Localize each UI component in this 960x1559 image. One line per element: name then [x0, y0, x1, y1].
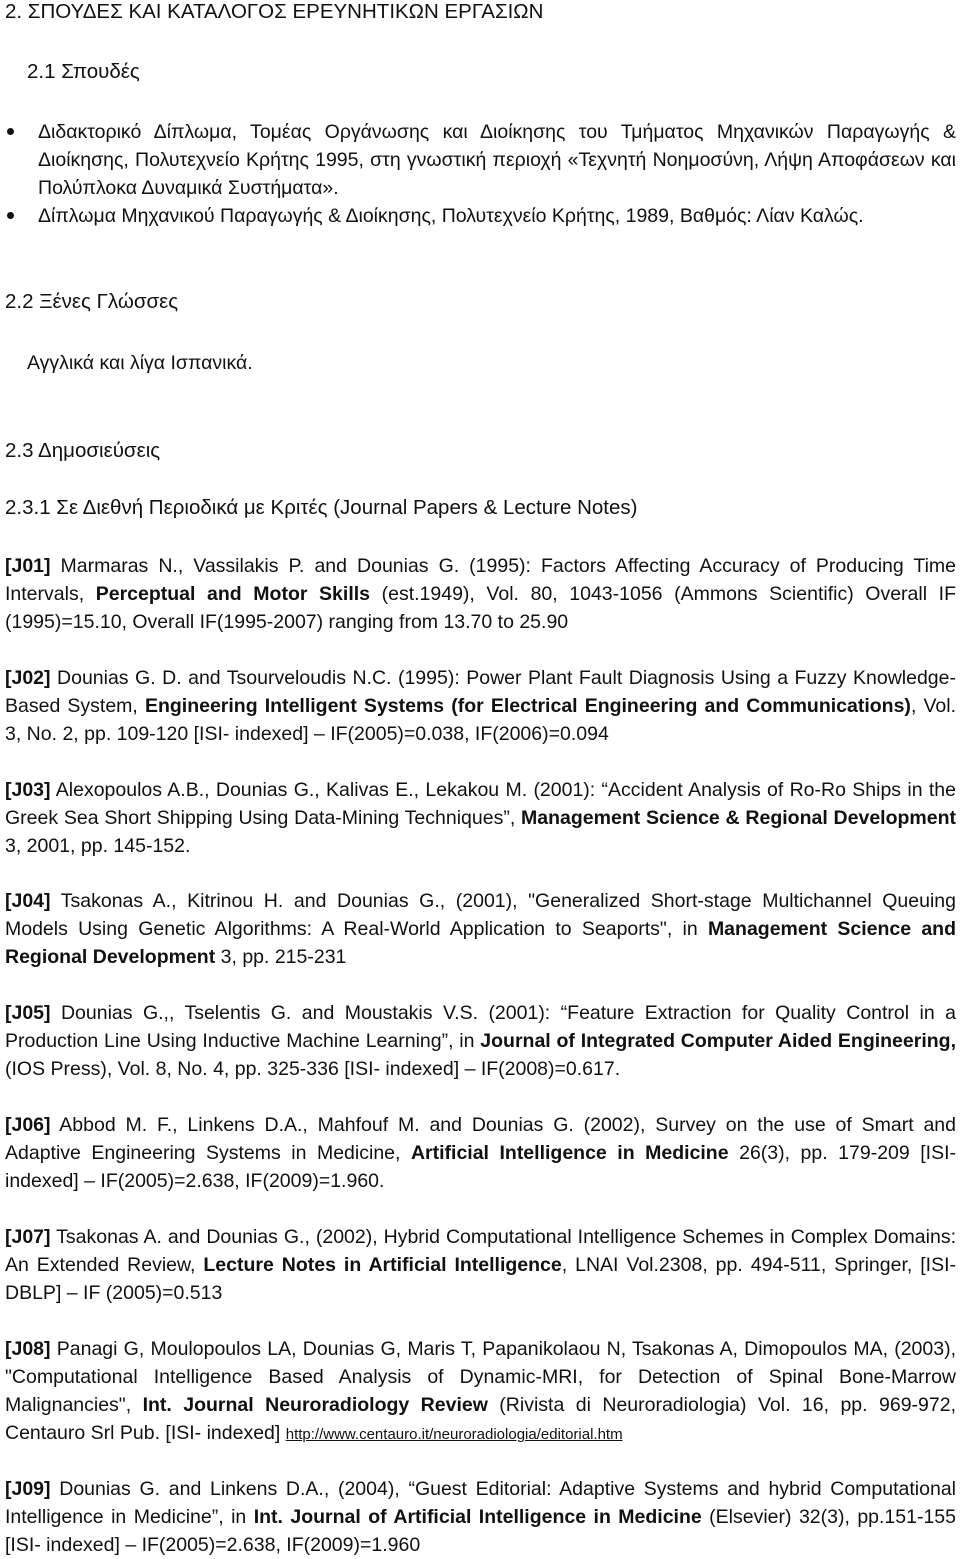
- studies-list-item: [5, 202, 956, 230]
- reference-text: Alexopoulos A.B., Dounias G., Kalivas E., Lekakou M. (2001): “Accident Analysis of Ro-Ro Ships in the Greek Sea Short Shipping Using Data-Mining Techniques”,: [5, 779, 956, 829]
- bullet-icon: [7, 212, 14, 219]
- reference-entry: [5, 1223, 956, 1307]
- reference-text: Abbod M. F., Linkens D.A., Mahfouf M. and Dounias G. (2002), Survey on the use of Smart and Adaptive Engineering Systems in Medicine,: [5, 1114, 956, 1164]
- journal-name: Engineering Intelligent Systems (for Electrical Engineering and Communications): [144, 695, 911, 717]
- reference-entry: [5, 1111, 956, 1195]
- reference-text: Tsakonas A. and Dounias G., (2002), Hybrid Computational Intelligence Schemes in Complex Domains: An Extended Review,: [5, 1226, 956, 1276]
- reference-text: 3, pp. 215-231: [215, 946, 347, 968]
- journal-name: Management Science and Regional Development: [5, 918, 956, 968]
- reference-id: [J08]: [5, 1338, 51, 1360]
- studies-item-text: Διδακτορικό Δίπλωμα, Τομέας Οργάνωσης και Διοίκησης του Τμήματος Μηχανικών Παραγωγής & Διοίκησης, Πολυτεχνείο Κρήτης 1995, στη γνωστική περιοχή «Τεχνητή Νοημοσύνη, Λήψη Αποφάσεων και Πολύπλοκα Δυναμικά Συστήματα».: [38, 121, 956, 199]
- reference-id: [J09]: [5, 1478, 51, 1500]
- reference-text: 3, 2001, pp. 145-152.: [5, 835, 191, 857]
- editorial-link[interactable]: http://www.centauro.it/neuroradiologia/editorial.htm: [285, 1426, 623, 1443]
- reference-entry: [5, 552, 956, 636]
- reference-entry: [5, 776, 956, 860]
- reference-text: Dounias G. D. and Tsourveloudis N.C. (1995): Power Plant Fault Diagnosis Using a Fuzzy Knowledge-Based System,: [5, 667, 956, 717]
- reference-entry: [5, 999, 956, 1083]
- reference-id: [J02]: [5, 667, 51, 689]
- reference-entry: [5, 887, 956, 971]
- reference-text: (IOS Press), Vol. 8, No. 4, pp. 325-336 [ISI- indexed] – IF(2008)=0.617.: [5, 1058, 621, 1080]
- studies-list-item: [5, 118, 956, 202]
- reference-entry: [5, 664, 956, 748]
- reference-text: Marmaras N., Vassilakis P. and Dounias G. (1995): Factors Affecting Accuracy of Producing Time Intervals,: [5, 555, 956, 605]
- journal-name: Int. Journal Neuroradiology Review: [142, 1394, 488, 1416]
- reference-id: [J01]: [5, 555, 51, 577]
- journal-name: Journal of Integrated Computer Aided Engineering,: [480, 1030, 956, 1052]
- reference-text: (Elsevier) 32(3), pp.151-155 [ISI- indexed] – IF(2005)=2.638, IF(2009)=1.960: [5, 1506, 956, 1556]
- languages-text: Αγγλικά και λίγα Ισπανικά.: [27, 352, 253, 374]
- reference-id: [J06]: [5, 1114, 51, 1136]
- bullet-icon: [7, 128, 14, 135]
- reference-text: , LNAI Vol.2308, pp. 494-511, Springer, [ISI- DBLP] – IF (2005)=0.513: [5, 1254, 956, 1304]
- journal-name: Lecture Notes in Artificial Intelligence: [203, 1254, 562, 1276]
- reference-id: [J05]: [5, 1002, 51, 1024]
- section-heading-main: 2. ΣΠΟΥΔΕΣ ΚΑΙ ΚΑΤΑΛΟΓΟΣ ΕΡΕΥΝΗΤΙΚΩΝ ΕΡΓΑΣΙΩΝ: [5, 0, 544, 23]
- reference-text: 26(3), pp. 179-209 [ISI-indexed] – IF(2005)=2.638, IF(2009)=1.960.: [5, 1142, 957, 1192]
- reference-text: (Rivista di Neuroradiologia) Vol. 16, pp. 969-972, Centauro Srl Pub. [ISI- indexed]: [5, 1394, 956, 1444]
- studies-item-text: Δίπλωμα Μηχανικού Παραγωγής & Διοίκησης, Πολυτεχνείο Κρήτης, 1989, Βαθμός: Λίαν Καλώς.: [38, 205, 864, 227]
- studies-list: [5, 118, 956, 230]
- reference-text: Panagi G, Moulopoulos LA, Dounias G, Maris T, Papanikolaou N, Tsakonas A, Dimopoulos MA, (2003), "Computational Intelligence Based Analysis of Dynamic-MRI, for Detection of Spinal Bone-Marrow Malignancies",: [5, 1338, 956, 1416]
- languages-heading: 2.2 Ξένες Γλώσσες: [5, 290, 179, 313]
- reference-id: [J04]: [5, 890, 51, 912]
- journal-name: Perceptual and Motor Skills: [95, 583, 371, 605]
- journal-name: Management Science & Regional Development: [521, 807, 956, 829]
- publications-heading: 2.3 Δημοσιεύσεις: [5, 439, 161, 462]
- reference-entry: [5, 1335, 956, 1449]
- journal-name: Int. Journal of Artificial Intelligence in Medicine: [253, 1506, 702, 1528]
- reference-id: [J03]: [5, 779, 51, 801]
- reference-text: , Vol. 3, No. 2, pp. 109-120 [ISI- indexed] – IF(2005)=0.038, IF(2006)=0.094: [5, 695, 956, 745]
- reference-text: Tsakonas A., Kitrinou H. and Dounias G., (2001), "Generalized Short-stage Multichannel Queuing Models Using Genetic Algorithms: A Real-World Application to Seaports", in: [5, 890, 956, 940]
- reference-id: [J07]: [5, 1226, 51, 1248]
- reference-text: Dounias G. and Linkens D.A., (2004), “Guest Editorial: Adaptive Systems and hybrid Computational Intelligence in Medicine”, in: [5, 1478, 956, 1528]
- studies-heading: 2.1 Σπουδές: [27, 60, 140, 83]
- journal-name: Artificial Intelligence in Medicine: [410, 1142, 729, 1164]
- reference-text: (est.1949), Vol. 80, 1043-1056 (Ammons Scientific) Overall IF (1995)=15.10, Overall IF(1995-2007) ranging from 13.70 to 25.90: [5, 583, 956, 633]
- reference-entry: [5, 1475, 956, 1559]
- journal-papers-subheading: 2.3.1 Σε Διεθνή Περιοδικά με Κριτές (Journal Papers & Lecture Notes): [5, 496, 638, 519]
- reference-text: Dounias G.,, Tselentis G. and Moustakis V.S. (2001): “Feature Extraction for Quality Control in a Production Line Using Inductive Machine Learning”, in: [5, 1002, 956, 1052]
